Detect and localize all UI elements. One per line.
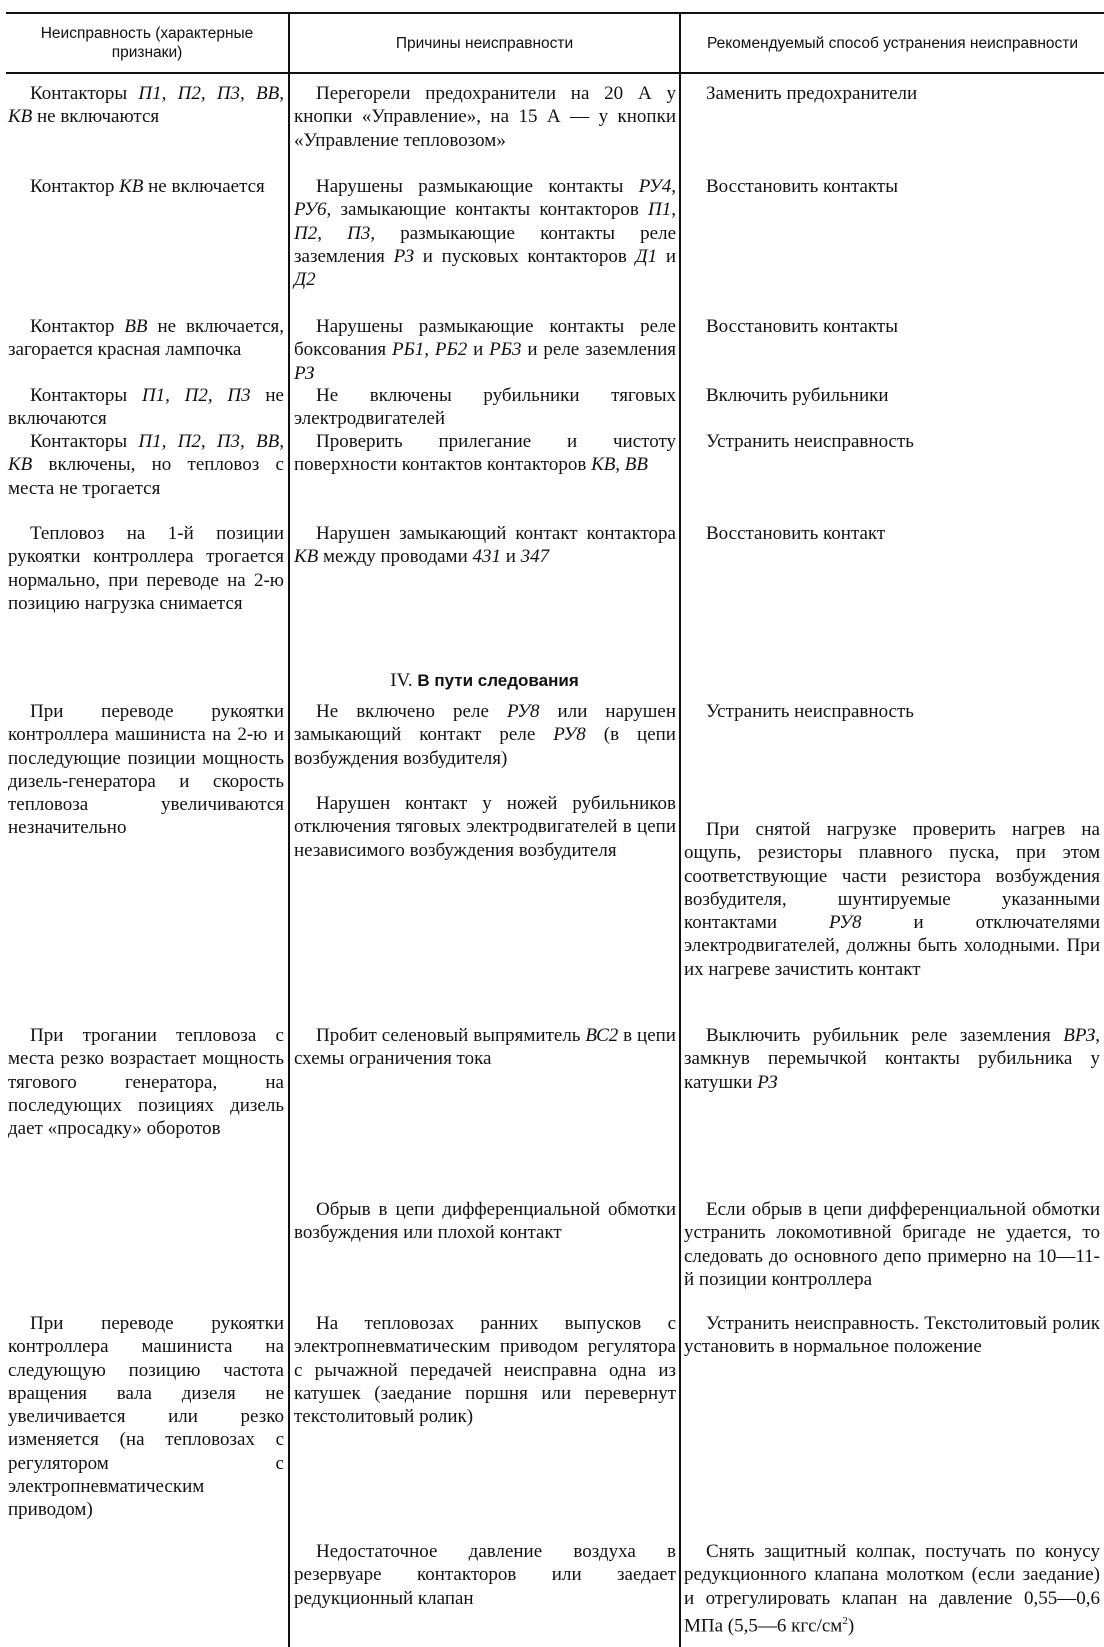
cause-cell: Пробит селеновый выпрямитель ВС2 в цепи схемы ограничения тока	[294, 1025, 676, 1070]
remedy-cell: Выключить рубильник реле заземления ВРЗ, замкнув перемычкой контакты рубильника у катушки РЗ	[684, 1025, 1100, 1093]
remedy-cell: Заменить предохранители	[706, 83, 918, 104]
remedy-cell: При снятой нагрузке проверить нагрев на ощупь, резисторы плавного пуска, при этом соответствующие части резистора возбуждения возбудителя, шунтируемые указанными контактами РУ8 и отключателями электродвигателей, должны быть холодными. При их нагреве зачистить контакт	[684, 819, 1100, 980]
cause-cell: Не включены рубильники тяговых электродвигателей	[294, 385, 676, 430]
cause-cell: Перегорели предохранители на 20 А у кнопки «Управление», на 15 А — у кнопки «Управление тепловозом»	[294, 83, 676, 151]
table-top-rule	[6, 12, 1104, 14]
remedy-cell: Снять защитный колпак, постучать по конусу редукционного клапана молотком (если заедание) и отрегулировать клапан на давление 0,55—0,6 МПа (5,5—6 кгс/$см^2$)	[684, 1541, 1100, 1637]
cause-cell: Нарушен замыкающий контакт контактора КВ между проводами 431 и 347	[294, 523, 676, 568]
remedy-cell: Устранить неисправность	[706, 701, 914, 722]
column-divider	[679, 12, 681, 1647]
cause-cell: Не включено реле РУ8 или нарушен замыкающий контакт реле РУ8 (в цепи возбуждения возбудителя)	[294, 701, 676, 769]
fault-cell: Контакторы П1, П2, П3, ВВ, КВ не включаются	[8, 83, 284, 128]
column-header-fault: Неисправность (характерные признаки)	[40, 25, 254, 61]
remedy-cell: Включить рубильники	[706, 385, 889, 406]
header-bottom-rule	[6, 72, 1104, 74]
remedy-cell: Устранить неисправность. Текстолитовый ролик установить в нормальное положение	[684, 1313, 1100, 1358]
section-numeral: IV.	[390, 670, 413, 691]
cause-cell: На тепловозах ранних выпусков с электропневматическим приводом регулятора с рычажной передачей неисправна одна из катушек (заедание поршня или перевернут текстолитовый ролик)	[294, 1313, 676, 1428]
fault-cell: При трогании тепловоза с места резко возрастает мощность тягового генератора, на последующих позициях дизель дает «просадку» оборотов	[8, 1025, 284, 1140]
fault-cell: При переводе рукоятки контроллера машиниста на следующую позицию частота вращения вала дизеля не увеличивается или резко изменяется (на тепловозах с регулятором с электропневматическим приводом)	[8, 1313, 284, 1521]
fault-cell: При переводе рукоятки контроллера машиниста на 2-ю и последующие позиции мощность дизель-генератора и скорость тепловоза увеличиваются незначительно	[8, 701, 284, 839]
column-header-remedy: Рекомендуемый способ устранения неисправности	[706, 34, 1079, 52]
column-header-cause: Причины неисправности	[395, 34, 574, 52]
cause-cell: Нарушены размыкающие контакты реле боксования РБ1, РБ2 и РБ3 и реле заземления РЗ	[294, 316, 676, 384]
cause-cell: Недостаточное давление воздуха в резервуаре контакторов или заедает редукционный клапан	[294, 1541, 676, 1609]
cause-cell: Обрыв в цепи дифференциальной обмотки возбуждения или плохой контакт	[294, 1199, 676, 1244]
remedy-cell: Восстановить контакт	[706, 523, 886, 544]
section-heading	[290, 670, 679, 692]
remedy-cell: Устранить неисправность	[706, 431, 914, 452]
cause-cell: Нарушен контакт у ножей рубильников отключения тяговых электродвигателей в цепи независимого возбуждения возбудителя	[294, 793, 676, 861]
section-title: В пути следования	[417, 671, 579, 690]
remedy-cell: Восстановить контакты	[706, 176, 898, 197]
cause-cell: Проверить прилегание и чистоту поверхности контактов контакторов КВ, ВВ	[294, 431, 676, 476]
fault-cell: Контакторы П1, П2, П3 не включаются	[8, 385, 284, 430]
fault-cell: Контактор КВ не включается	[30, 176, 265, 197]
remedy-cell: Если обрыв в цепи дифференциальной обмотки устранить локомотивной бригаде не удается, то следовать до основного депо примерно на 10—11-й позиции контроллера	[684, 1199, 1100, 1290]
remedy-cell: Восстановить контакты	[706, 316, 898, 337]
fault-cell: Контакторы П1, П2, П3, ВВ, КВ включены, но тепловоз с места не трогается	[8, 431, 284, 499]
fault-cell: Контактор ВВ не включается, загорается красная лампочка	[8, 316, 284, 361]
cause-cell: Нарушены размыкающие контакты РУ4, РУ6, замыкающие контакты контакторов П1, П2, П3, размыкающие контакты реле заземления РЗ и пусковых контакторов Д1 и Д2	[294, 176, 677, 291]
column-divider	[288, 12, 290, 1647]
fault-cell: Тепловоз на 1-й позиции рукоятки контроллера трогается нормально, при переводе на 2-ю позицию нагрузка снимается	[8, 523, 284, 614]
